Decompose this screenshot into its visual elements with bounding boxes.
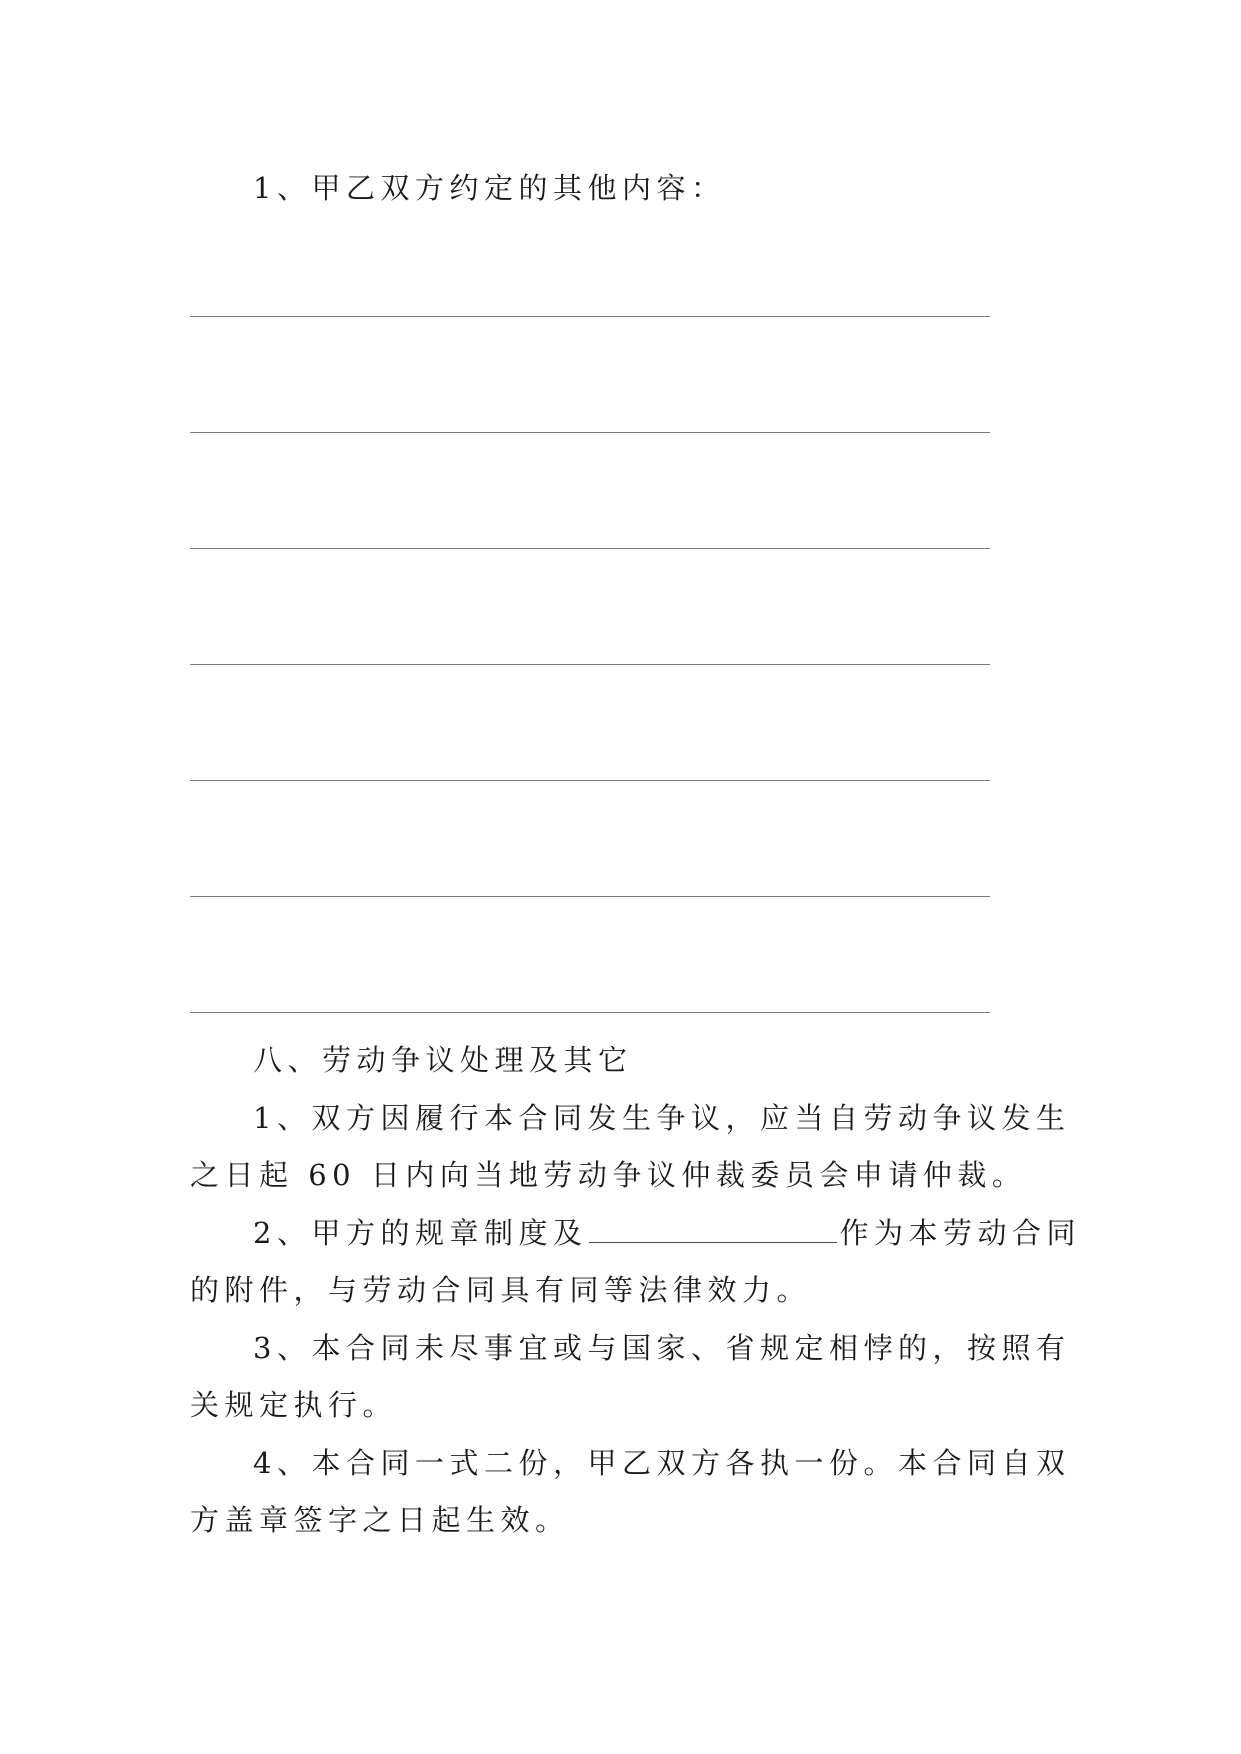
attachment-blank-field[interactable]	[589, 1241, 837, 1243]
clause-2-text-before: 2、甲方的规章制度及	[253, 1216, 588, 1250]
clause-3-line-2: 关规定执行。	[190, 1388, 398, 1422]
fill-in-line-4[interactable]	[190, 664, 990, 665]
other-terms-heading: 1、甲乙双方约定的其他内容：	[253, 171, 726, 205]
clause-3-line-1: 3、本合同未尽事宜或与国家、省规定相悖的，按照有	[253, 1331, 1071, 1365]
fill-in-line-1[interactable]	[190, 316, 990, 317]
fill-in-line-3[interactable]	[190, 548, 990, 549]
clause-2-text-after: 作为本劳动合同	[839, 1216, 1081, 1250]
section-eight-heading: 八、劳动争议处理及其它	[253, 1043, 633, 1077]
fill-in-line-7[interactable]	[190, 1012, 990, 1013]
clause-2-line-1	[253, 1213, 1081, 1253]
fill-in-line-6[interactable]	[190, 896, 990, 897]
clause-4-line-1: 4、本合同一式二份，甲乙双方各执一份。本合同自双	[253, 1446, 1071, 1480]
clause-2-line-2: 的附件，与劳动合同具有同等法律效力。	[190, 1273, 812, 1307]
clause-1-line-1: 1、双方因履行本合同发生争议，应当自劳动争议发生	[253, 1101, 1071, 1135]
clause-4-line-2: 方盖章签字之日起生效。	[190, 1503, 570, 1537]
clause-1-line-2: 之日起 60 日内向当地劳动争议仲裁委员会申请仲裁。	[190, 1158, 1027, 1192]
fill-in-line-5[interactable]	[190, 780, 990, 781]
fill-in-line-2[interactable]	[190, 432, 990, 433]
